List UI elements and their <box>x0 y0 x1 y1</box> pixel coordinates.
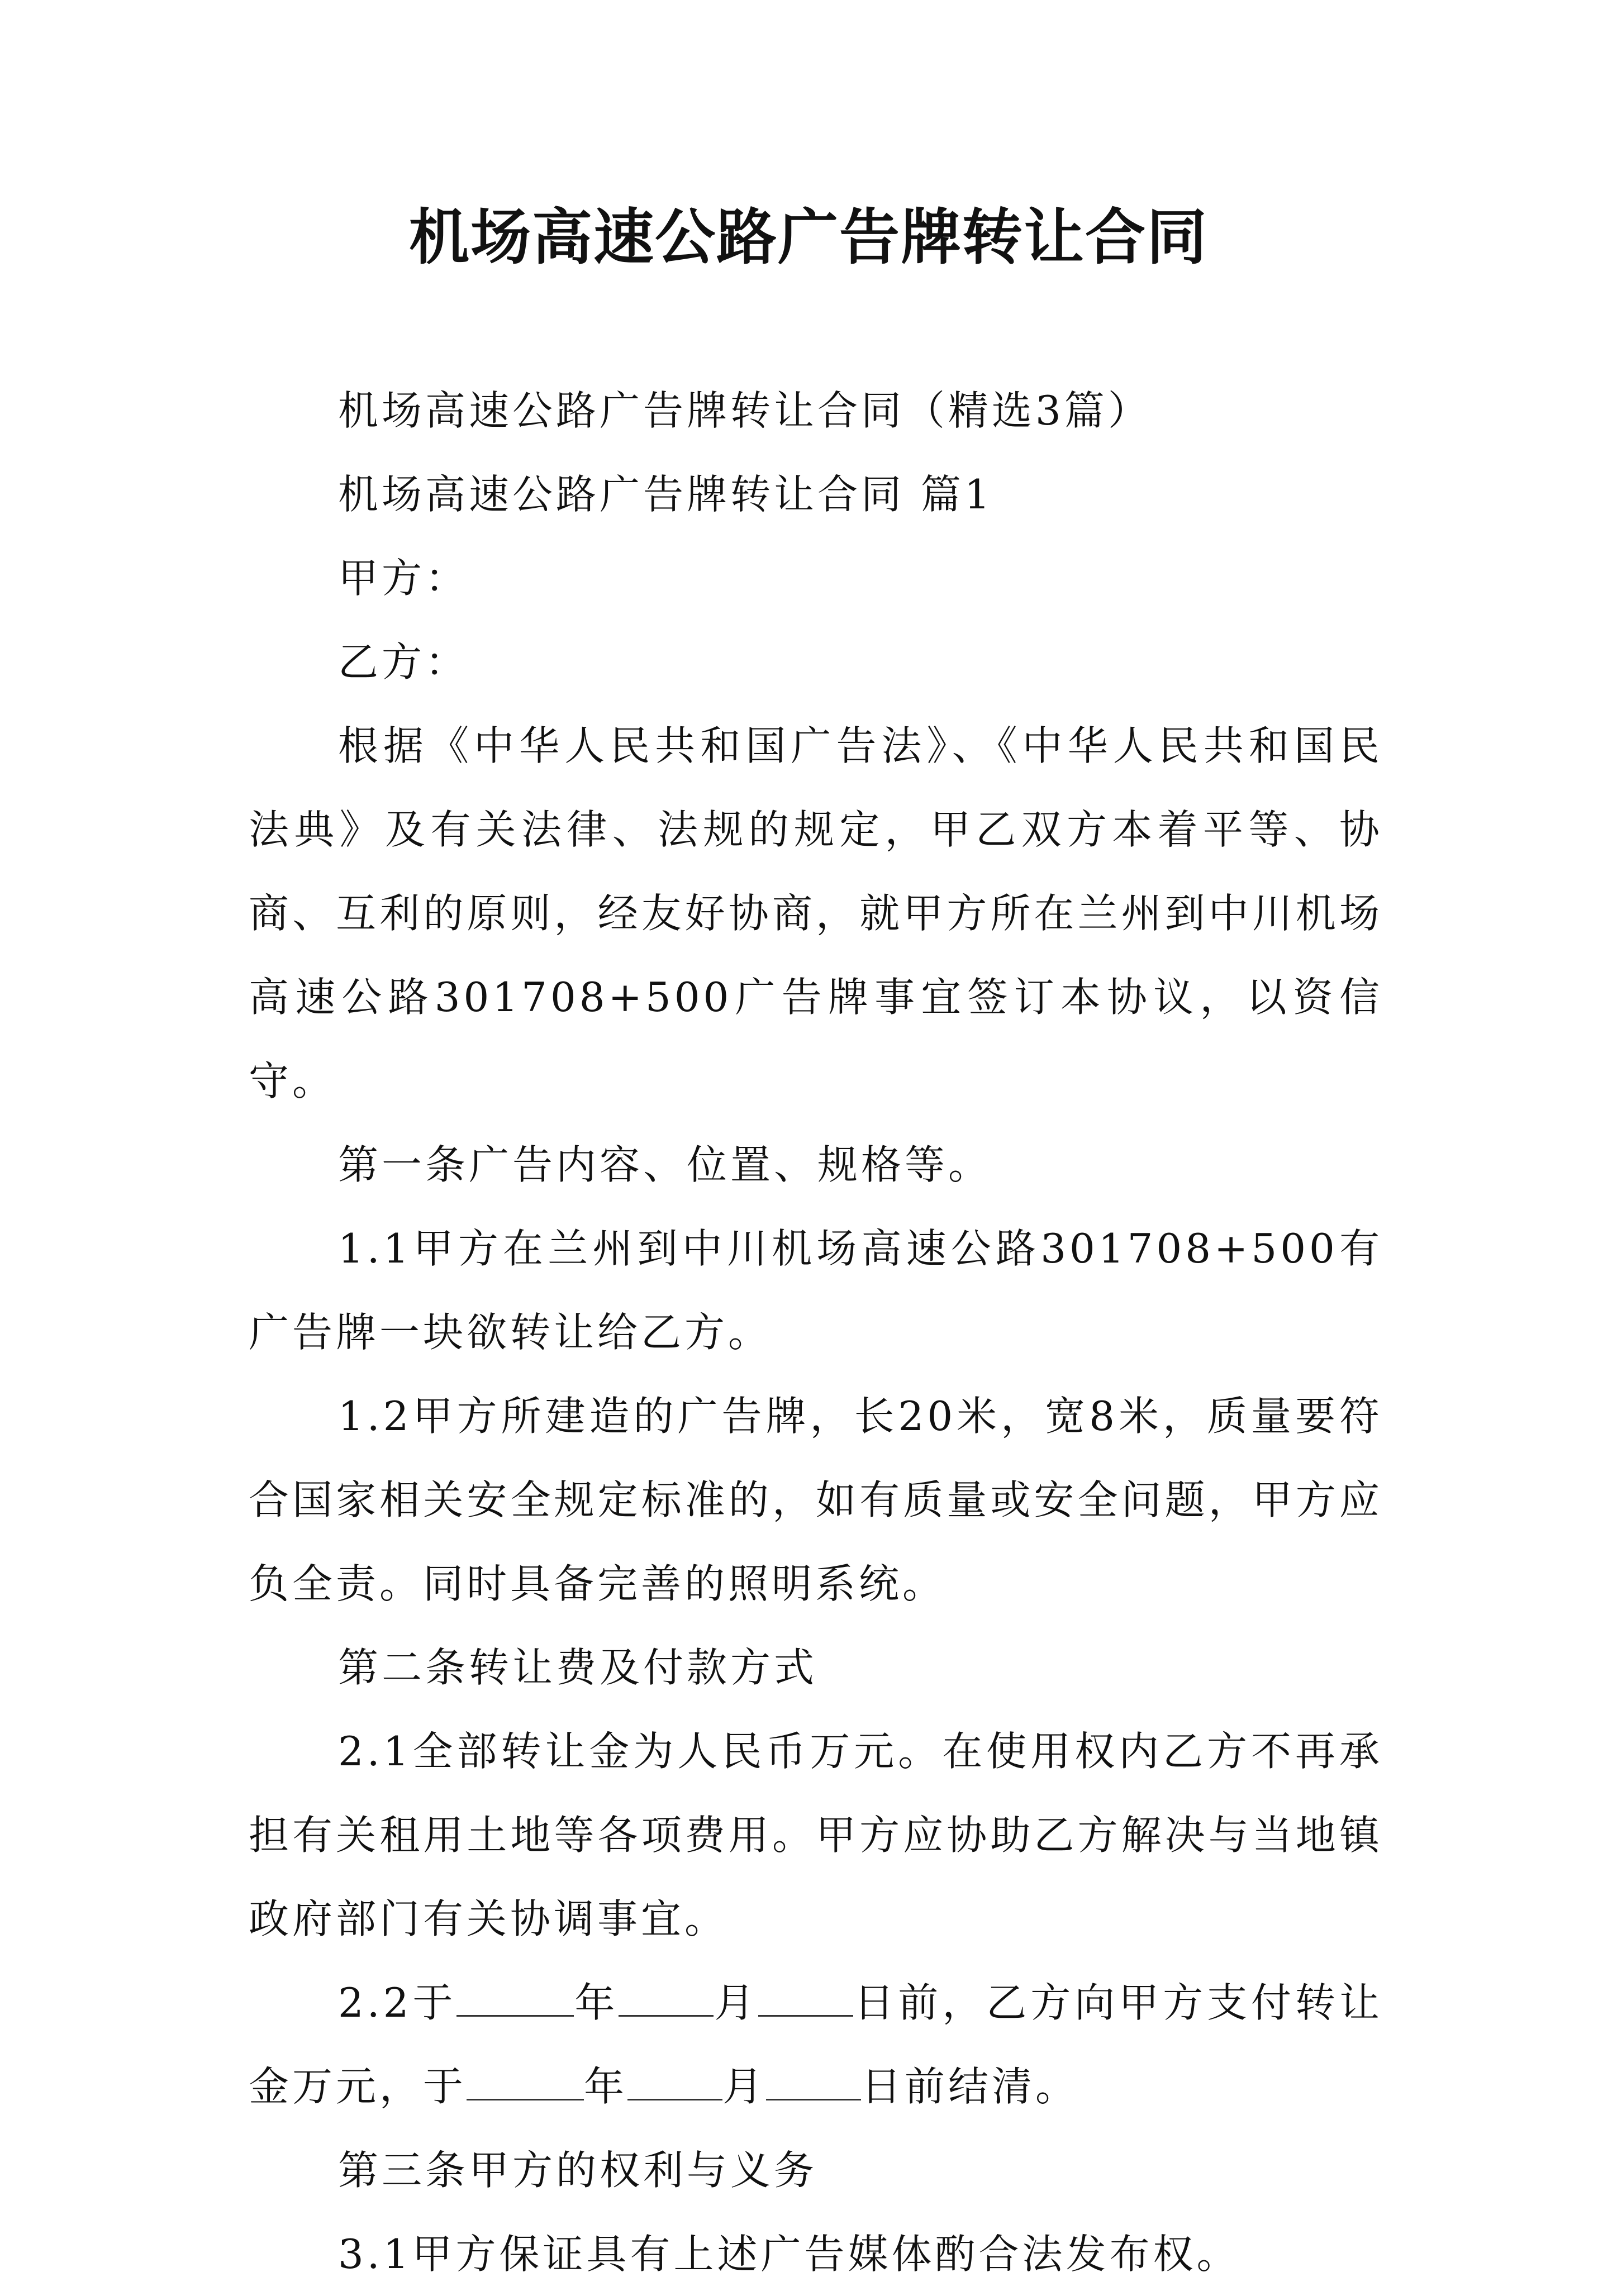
paragraph-article-1-heading: 第一条广告内容、位置、规格等。 <box>338 1141 992 1188</box>
paragraph-clause-2-2 <box>249 1961 1383 2128</box>
paragraph-clause-1-1: 1.1甲方在兰州到中川机场高速公路301708+500有广告牌一块欲转让给乙方。 <box>249 1225 1383 1356</box>
blank-day-1 <box>758 1976 853 2017</box>
clause-2-2-month-1: 月 <box>714 1979 759 2026</box>
paragraph-party-a: 甲方： <box>338 555 469 602</box>
blank-month-1 <box>619 1976 714 2017</box>
clause-2-2-month-2: 月 <box>722 2063 767 2110</box>
document-title: 机场高速公路广告牌转让合同 <box>408 202 1208 273</box>
paragraph-subtitle: 机场高速公路广告牌转让合同（精选3篇） <box>338 387 1152 434</box>
paragraph-preamble: 根据《中华人民共和国广告法》、《中华人民共和国民法典》及有关法律、法规的规定，甲乙双方本着平等、协商、互利的原则，经友好协商，就甲方所在兰州到中川机场高速公路301708+500广告牌事宜签订本协议，以资信守。 <box>249 722 1383 1104</box>
paragraph-section-heading: 机场高速公路广告牌转让合同 篇1 <box>338 471 993 518</box>
blank-month-2 <box>627 2060 722 2100</box>
clause-2-2-day-1-text: 日前，乙方向甲方支付转让金万元，于 <box>249 1979 1383 2110</box>
blank-day-2 <box>766 2060 861 2100</box>
clause-2-2-year-2: 年 <box>584 2063 628 2110</box>
clause-2-2-prefix: 2.2于 <box>338 1979 457 2026</box>
paragraph-article-2-heading: 第二条转让费及付款方式 <box>338 1644 818 1691</box>
blank-year-1 <box>456 1976 574 2017</box>
paragraph-clause-1-2: 1.2甲方所建造的广告牌，长20米，宽8米，质量要符合国家相关安全规定标准的，如有质量或安全问题，甲方应负全责。同时具备完善的照明系统。 <box>249 1393 1383 1607</box>
document-body <box>249 369 1383 2296</box>
paragraph-party-b: 乙方： <box>338 639 469 685</box>
paragraph-article-3-heading: 第三条甲方的权利与义务 <box>338 2147 818 2194</box>
paragraph-clause-2-1: 2.1全部转让金为人民币万元。在使用权内乙方不再承担有关租用土地等各项费用。甲方应协助乙方解决与当地镇政府部门有关协调事宜。 <box>249 1728 1383 1942</box>
paragraph-clause-3-1: 3.1甲方保证具有上述广告媒体酌合法发布权。 <box>338 2231 1240 2278</box>
clause-2-2-year-1: 年 <box>574 1979 619 2026</box>
blank-year-2 <box>467 2060 584 2100</box>
clause-2-2-day-2-text: 日前结清。 <box>861 2063 1079 2110</box>
